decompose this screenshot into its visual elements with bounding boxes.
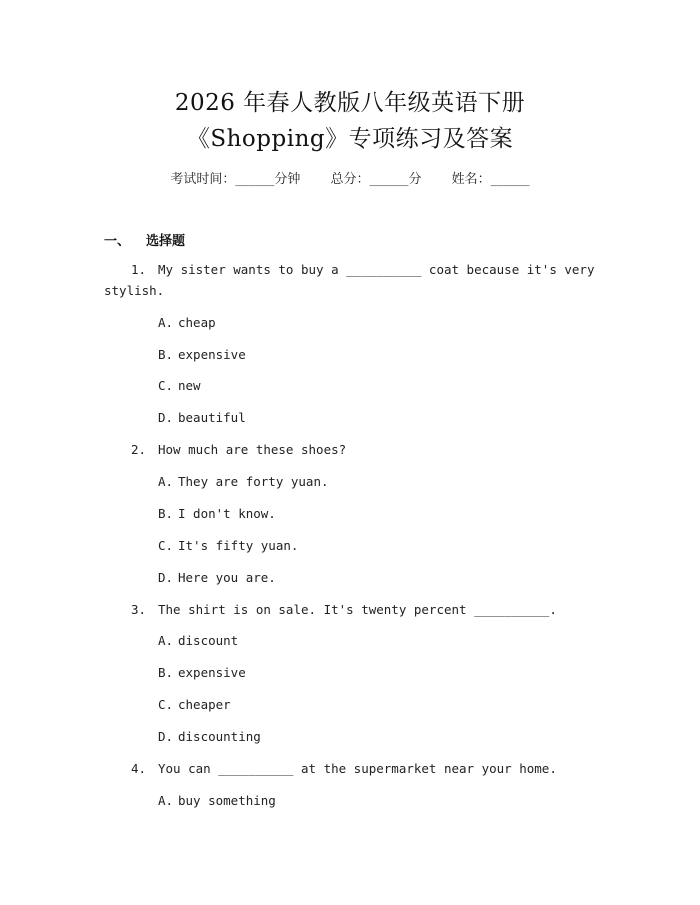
option-item	[158, 665, 246, 680]
option-item	[158, 315, 216, 330]
option-letter: D.	[158, 410, 174, 425]
option-letter: C.	[158, 697, 174, 712]
question-number: 1.	[131, 262, 147, 277]
option-text: They are forty yuan.	[178, 474, 329, 489]
option-text: discount	[178, 633, 239, 648]
question-number: 3.	[131, 602, 147, 617]
option-item	[158, 474, 329, 489]
option-letter: B.	[158, 506, 174, 521]
option-letter: A.	[158, 633, 174, 648]
option-item	[158, 633, 238, 648]
question-number: 4.	[131, 761, 147, 776]
option-letter: C.	[158, 538, 174, 553]
exam-time-field: 考试时间：______分钟	[170, 172, 301, 187]
option-item	[158, 347, 246, 362]
option-letter: A.	[158, 474, 174, 489]
section-heading	[104, 230, 185, 249]
question-2	[131, 442, 346, 457]
option-text: I don't know.	[178, 506, 276, 521]
option-item	[158, 538, 298, 553]
document-title-line-1: 2026 年春人教版八年级英语下册	[174, 90, 526, 116]
option-letter: A.	[158, 793, 174, 808]
question-text: How much are these shoes?	[158, 442, 347, 457]
option-item	[158, 378, 201, 393]
exam-score-field: 总分：______分	[330, 172, 422, 187]
option-item	[158, 729, 261, 744]
section-number: 一、	[104, 234, 131, 249]
option-item	[158, 410, 246, 425]
option-text: cheap	[178, 315, 216, 330]
option-letter: D.	[158, 570, 174, 585]
question-1-continuation: stylish.	[104, 283, 165, 298]
option-letter: A.	[158, 315, 174, 330]
option-text: expensive	[178, 665, 246, 680]
option-text: new	[178, 378, 201, 393]
question-text: My sister wants to buy a __________ coat because it's very	[158, 262, 595, 277]
question-4	[131, 761, 557, 776]
option-letter: C.	[158, 378, 174, 393]
section-title: 选择题	[146, 234, 186, 249]
question-text: The shirt is on sale. It's twenty percent __________.	[158, 602, 557, 617]
option-item	[158, 570, 276, 585]
question-text: You can __________ at the supermarket near your home.	[158, 761, 557, 776]
question-1	[131, 262, 595, 277]
option-text: buy something	[178, 793, 276, 808]
option-text: discounting	[178, 729, 261, 744]
question-3	[131, 602, 557, 617]
exam-name-field: 姓名：______	[451, 172, 530, 187]
option-letter: D.	[158, 729, 174, 744]
question-number: 2.	[131, 442, 147, 457]
exam-info	[0, 168, 700, 187]
option-text: cheaper	[178, 697, 231, 712]
option-letter: B.	[158, 665, 174, 680]
option-item	[158, 793, 276, 808]
option-item	[158, 506, 276, 521]
option-text: beautiful	[178, 410, 246, 425]
document-title-line-2: 《Shopping》专项练习及答案	[186, 126, 514, 152]
option-text: expensive	[178, 347, 246, 362]
option-text: Here you are.	[178, 570, 276, 585]
option-letter: B.	[158, 347, 174, 362]
option-item	[158, 697, 231, 712]
option-text: It's fifty yuan.	[178, 538, 299, 553]
